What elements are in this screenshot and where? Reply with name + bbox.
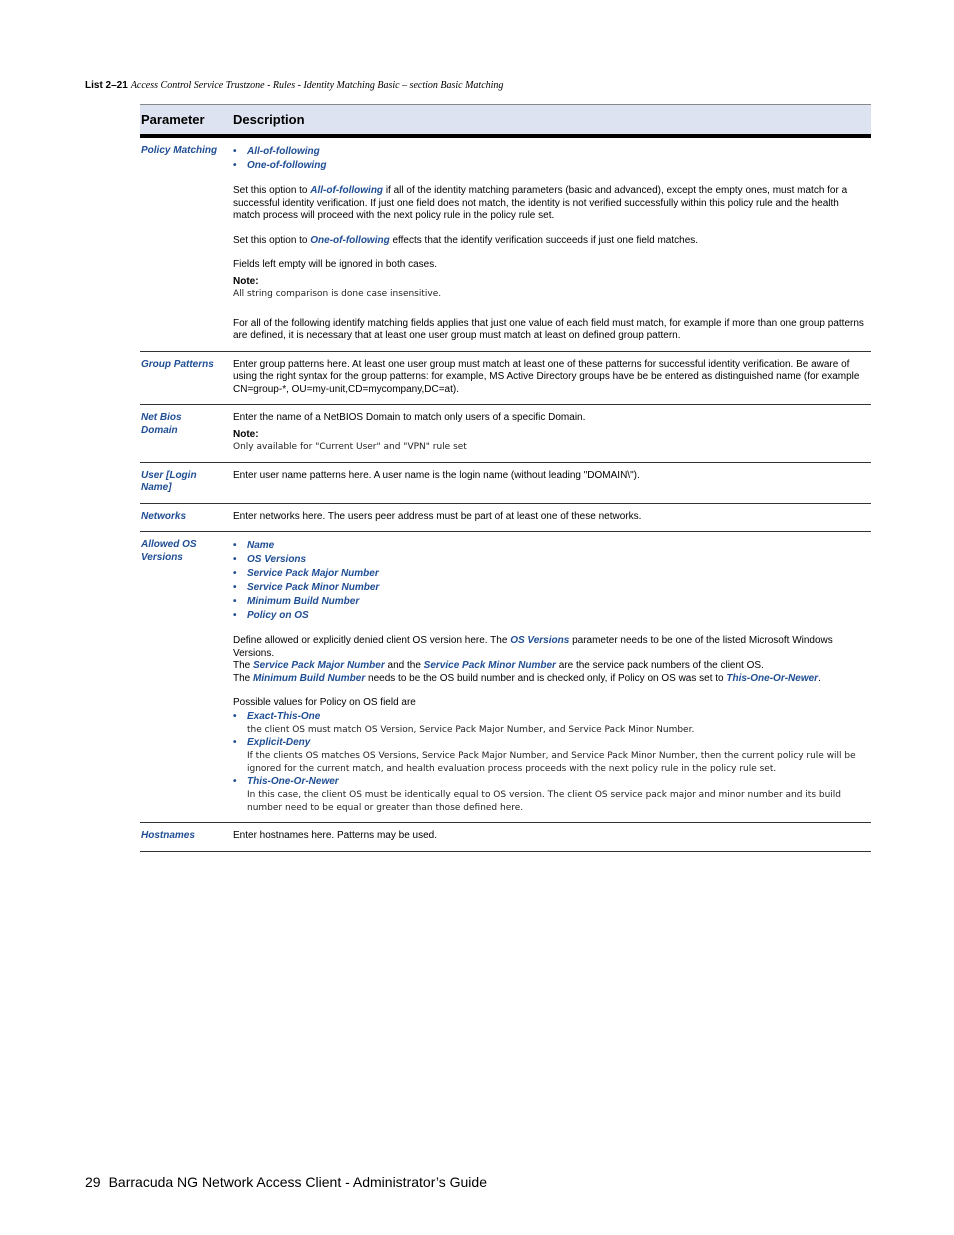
list-item: • Name [233,539,867,553]
param-description: Enter the name of a NetBIOS Domain to match only users of a specific Domain. Note: Only available for "Current User" and "VPN" rule set [233,405,871,463]
header-parameter: Parameter [140,105,233,137]
param-name: Allowed OS Versions [141,539,197,563]
table-row-policy-matching [140,136,871,351]
value-description: If the clients OS matches OS Versions, Service Pack Major Number, and Service Pack Minor Number, then the current policy rule will be ignored for the current match, and health evaluation process proceeds with the next policy rule in the policy rule set. [247,751,856,774]
document-title: Barracuda NG Network Access Client - Administrator’s Guide [108,1174,487,1190]
description-paragraph: For all of the following identify matching fields applies that just one value of each field must match, for example if more than one group patterns are defined, it is necessary that at least one user group must match at least on defined group pattern. [233,317,864,341]
description-paragraph: Set this option to All-of-following if all of the identity matching parameters (basic and advanced), except the empty ones, must match for a successful identity verification. If just one field does not match, the identity is not verified successfully within this policy rule and the health match process will proceed with the next policy rule in the policy rule set. [233,185,848,221]
value-list [233,736,867,750]
param-description: Enter user name patterns here. A user name is the login name (without leading "DOMAIN\"). [233,462,871,503]
list-item: • Service Pack Minor Number [233,581,867,595]
list-caption-label: List 2–21 [85,80,128,91]
description-paragraph: Set this option to One-of-following effects that the identify verification succeeds if just one field matches. [233,234,699,246]
description-paragraph: Fields left empty will be ignored in both cases. [233,259,437,270]
param-name: User [Login Name] [141,469,197,493]
table-row-networks [140,503,871,532]
list-item: • Exact-This-One [233,710,867,724]
param-name: Policy Matching [141,145,218,156]
list-caption [85,80,503,91]
param-description: Enter group patterns here. At least one user group must match at least one of these patterns for successful identity verification. Be aware of using the right syntax for the group patterns: for example, MS Active Directory groups have be be entered as distinguished name (for example CN=group-*, OU=my-unit,CD=mycompany,DC=at). [233,351,871,405]
option-list [233,145,867,173]
note-label: Note: [233,428,259,440]
table-row-net-bios-domain [140,405,871,463]
page-footer [85,1174,487,1190]
value-list [233,775,867,789]
param-name: Net Bios Domain [141,412,182,436]
param-description: Enter hostnames here. Patterns may be used. [233,823,871,852]
description-paragraph: Define allowed or explicitly denied client OS version here. The OS Versions parameter needs to be one of the listed Microsoft Windows Versions. The Service Pack Major Number and the Service Pack Minor Number are the service pack numbers of the client OS. The Minimum Build Number needs to be the OS build number and is checked only, if Policy on OS was set to This-One-Or-Newer. [233,635,833,684]
list-item: • Minimum Build Number [233,595,867,609]
list-item: • Explicit-Deny [233,736,867,750]
param-description: Enter networks here. The users peer address must be part of at least one of these networks. [233,503,871,532]
table-row-group-patterns [140,351,871,405]
param-name: Hostnames [141,830,195,841]
param-name: Networks [141,510,187,522]
page-number: 29 [85,1174,101,1190]
table-row-hostnames [140,823,871,852]
list-item: • This-One-Or-Newer [233,775,867,789]
table-header-row [140,105,871,137]
description-paragraph: Possible values for Policy on OS field are [233,697,416,708]
list-item: • All-of-following [233,145,867,159]
note-label: Note: [233,275,259,287]
list-item: • Policy on OS [233,609,867,623]
list-item: • Service Pack Major Number [233,567,867,581]
value-description: the client OS must match OS Version, Service Pack Major Number, and Service Pack Minor Number. [247,724,695,735]
param-description [233,136,871,351]
list-item: • OS Versions [233,553,867,567]
header-description: Description [233,105,871,137]
list-caption-title: Access Control Service Trustzone - Rules - Identity Matching Basic – section Basic Matching [130,80,504,91]
note-text: Only available for "Current User" and "VPN" rule set [233,442,467,452]
value-list [233,710,867,724]
parameter-table [140,104,871,852]
table-row-allowed-os-versions [140,532,871,823]
note-text: All string comparison is done case insensitive. [233,289,442,299]
value-description: In this case, the client OS must be identically equal to OS version. The client OS service pack major and minor number and its build number need to be equal or greater than those defined here. [247,790,842,813]
list-item: • One-of-following [233,159,867,173]
param-description [233,532,871,823]
field-list [233,539,867,623]
param-name: Group Patterns [141,358,214,370]
table-row-user-login-name [140,462,871,503]
